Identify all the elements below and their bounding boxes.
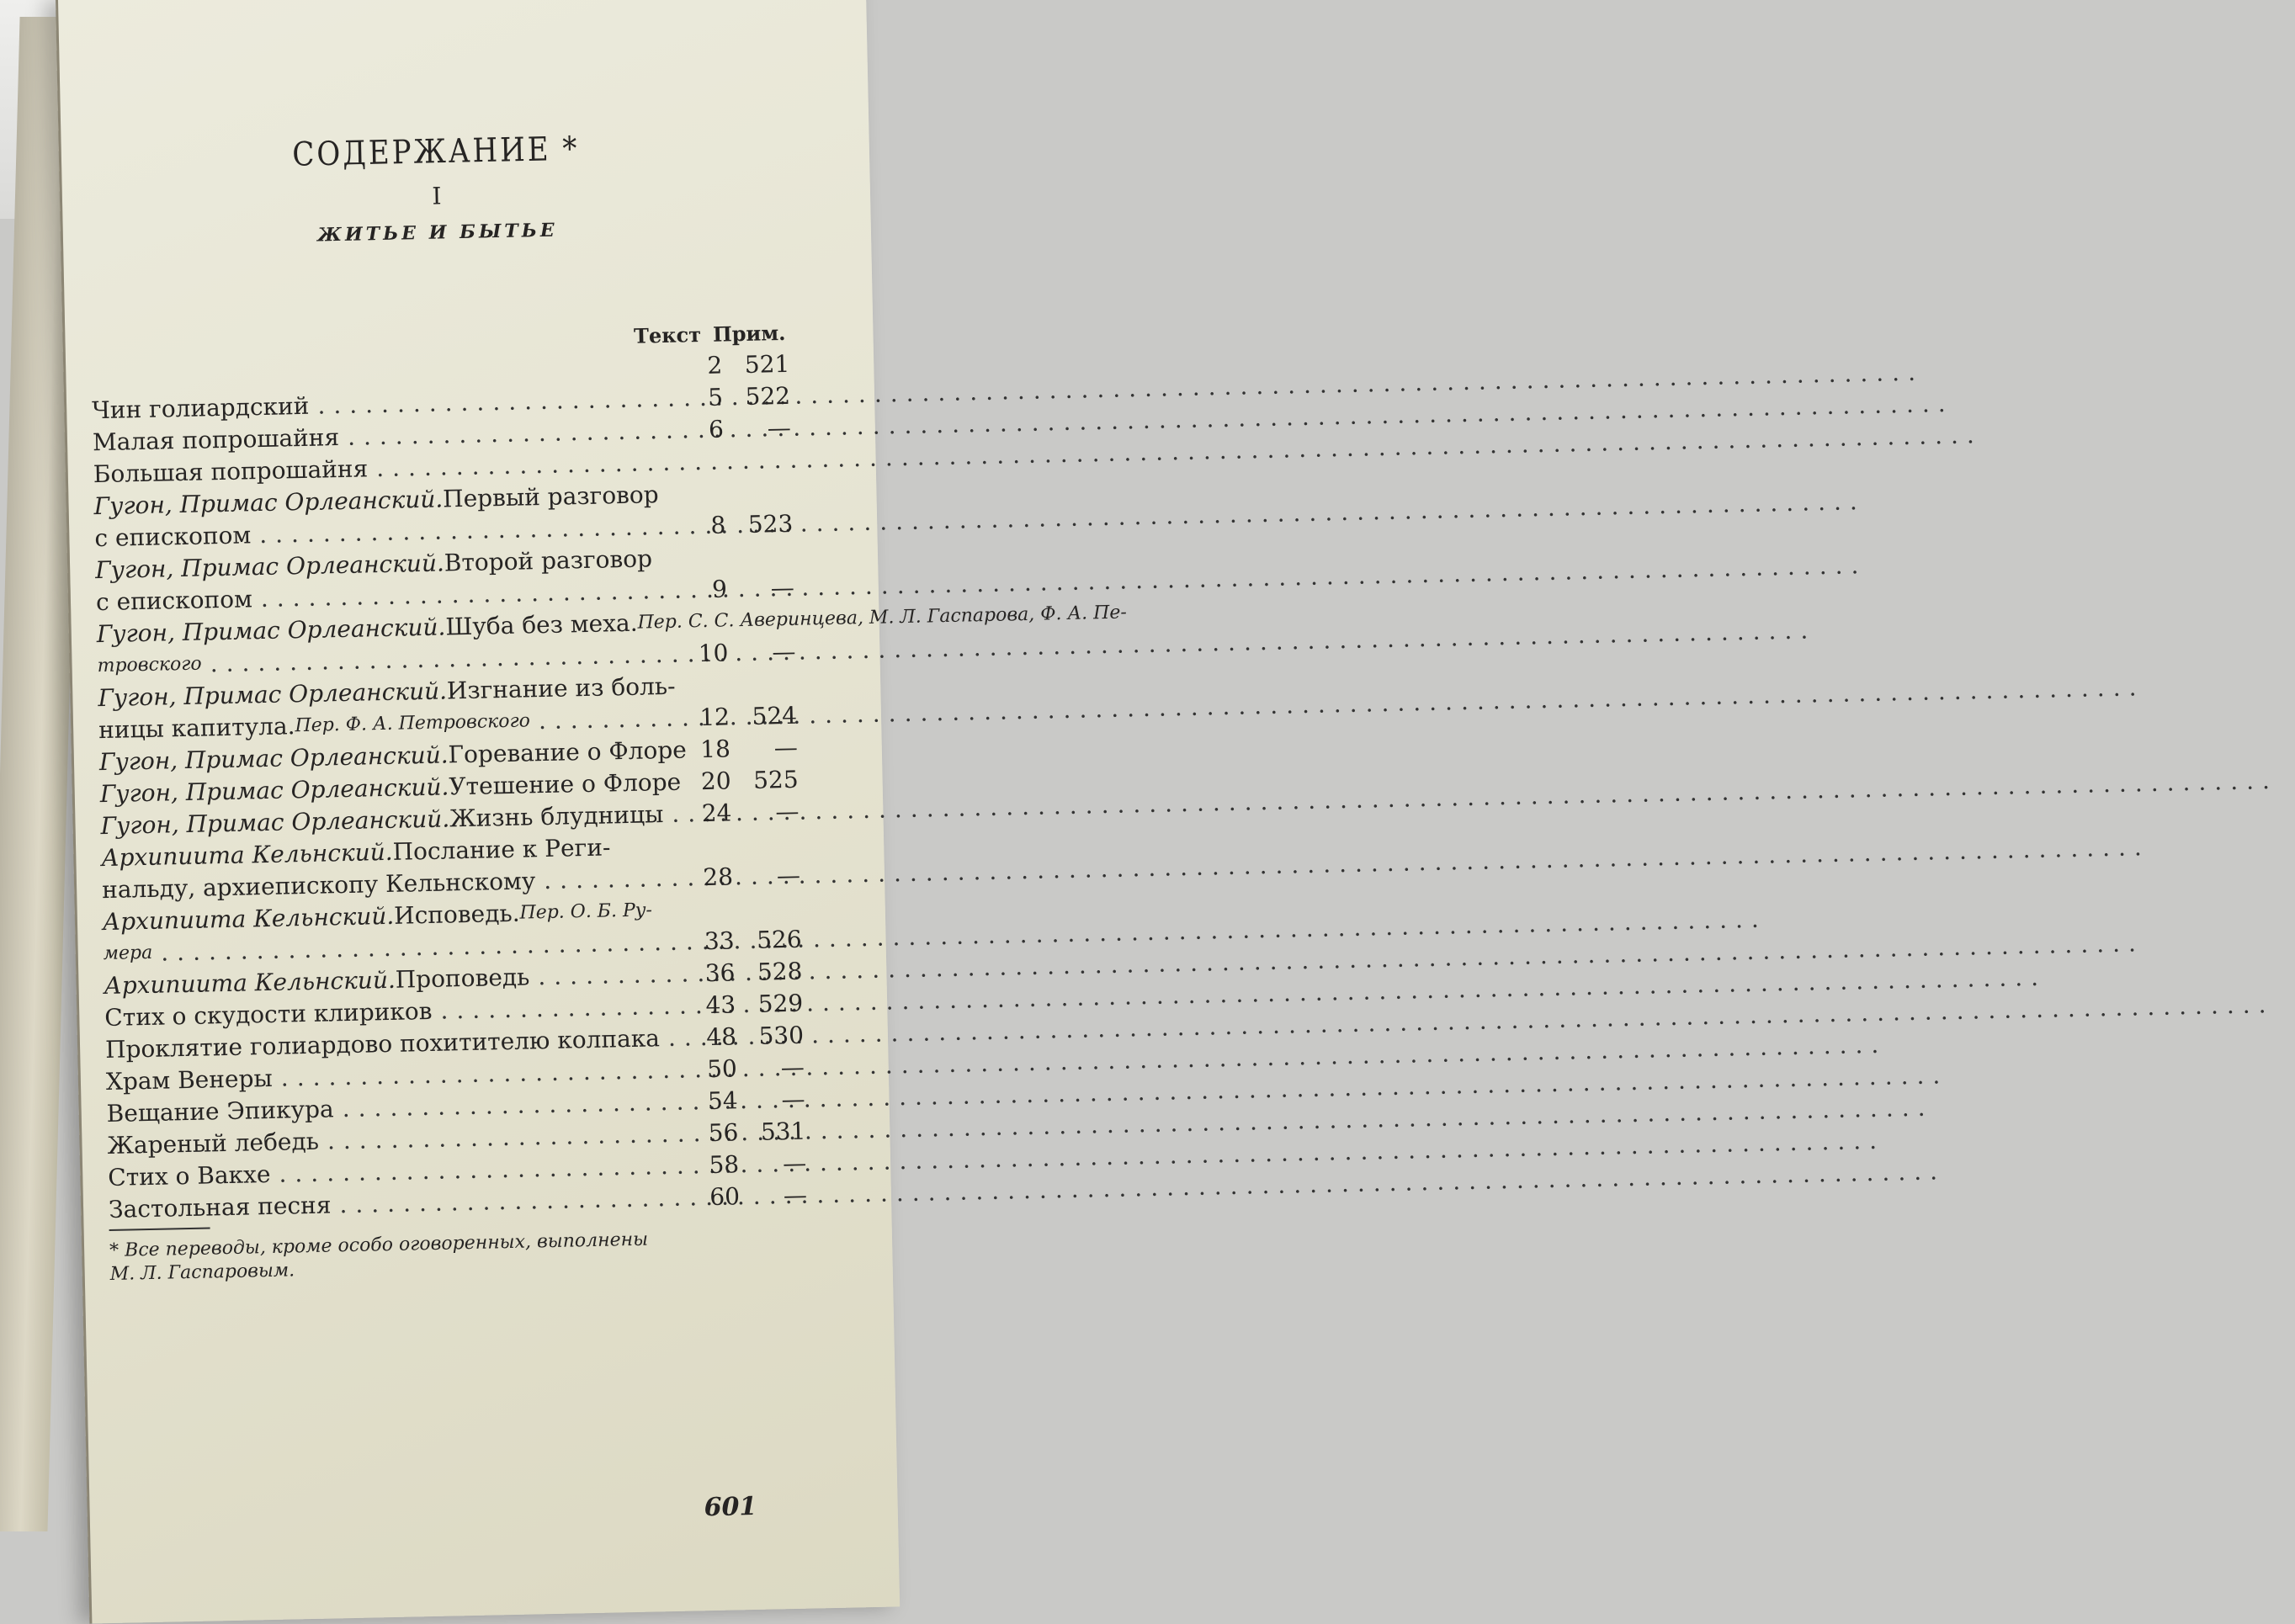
- entry-author: Гугон, Примас Орлеанский.: [94, 549, 445, 585]
- text-page: 18: [699, 735, 731, 764]
- dot-leader: [672, 765, 2278, 831]
- entry-text: [95, 543, 680, 619]
- note-page: —: [780, 1053, 805, 1082]
- entry-author: Гугон, Примас Орлеанский.: [99, 772, 449, 809]
- entry-text: [98, 671, 683, 747]
- text-page: 28: [703, 862, 734, 892]
- entry-title: Жизнь блудницы: [449, 800, 664, 833]
- entry-title: Исповедь.: [393, 899, 520, 930]
- footnote-rule: [109, 1227, 210, 1231]
- note-page: 525: [752, 765, 799, 794]
- entry-title: Утешение о Флоре: [449, 767, 682, 801]
- entry-title-cont: с епископом: [94, 521, 252, 553]
- text-page: 5: [707, 383, 724, 411]
- note-page: 530: [758, 1021, 805, 1050]
- entry-text: [103, 894, 688, 971]
- text-page: 48: [705, 1022, 737, 1052]
- text-page: 8: [710, 511, 726, 539]
- note-page: —: [773, 733, 799, 762]
- page-number: 601: [704, 1491, 757, 1523]
- page-title: СОДЕРЖАНИЕ *: [291, 130, 580, 175]
- text-page: 43: [705, 990, 736, 1020]
- note-page: 524: [752, 701, 798, 730]
- text-page: 54: [707, 1086, 738, 1116]
- footnote-text-1: Все переводы, кроме особо оговоренных, выполнены: [124, 1229, 649, 1261]
- entry-author: Архипиита Кельнский.: [102, 901, 395, 937]
- entry-title: Проклятие голиардово похитителю колпака: [104, 1024, 661, 1064]
- section-title: ЖИТЬЕ И БЫТЬЕ: [316, 219, 558, 247]
- entry-title-cont: ницы капитула.: [98, 712, 295, 745]
- text-page: 60: [709, 1182, 741, 1212]
- entry-text: [101, 831, 686, 907]
- entry-translator-cont: тровского: [97, 653, 202, 677]
- text-page: 24: [701, 799, 732, 828]
- text-page: 20: [700, 767, 731, 796]
- note-page: —: [776, 861, 801, 890]
- note-page: 531: [760, 1117, 806, 1146]
- entry-title-cont: нальду, архиепископу Кельнскому: [101, 867, 536, 905]
- entry-title: Храм Венеры: [105, 1064, 274, 1096]
- text-page: 50: [706, 1054, 738, 1084]
- text-page: 33: [704, 926, 735, 956]
- note-page: —: [781, 1085, 805, 1114]
- entry-title: Жареный лебедь: [107, 1127, 320, 1160]
- entry-title: Шуба без меха.: [445, 608, 638, 641]
- toc-list: [91, 380, 1128, 1226]
- entry-title: Изгнание из боль-: [446, 671, 676, 705]
- entry-text: [93, 479, 678, 555]
- entry-title-cont: с епископом: [95, 585, 253, 617]
- entry-translator: Пер. С. С. Аверинцева, М. Л. Гаспарова, Ф. А. Пе-: [637, 602, 1128, 634]
- text-page: 12: [699, 703, 730, 732]
- column-header-text: Текст: [633, 322, 702, 348]
- note-page: 522: [745, 381, 791, 411]
- note-page: 528: [757, 957, 803, 986]
- entry-title: Проповедь: [395, 963, 530, 994]
- entry-author: Гугон, Примас Орлеанский.: [96, 613, 446, 649]
- text-page: 2: [707, 351, 723, 379]
- entry-author: Гугон, Примас Орлеанский.: [93, 485, 444, 521]
- entry-author: Гугон, Примас Орлеанский.: [98, 740, 449, 777]
- entry-title: Послание к Реги-: [392, 833, 611, 866]
- entry-title: Стих о Вакхе: [107, 1160, 271, 1191]
- entry-author: Архипиита Кельнский.: [101, 837, 393, 873]
- text-page: 10: [698, 639, 729, 668]
- note-page: —: [767, 413, 792, 443]
- page-content: [87, 128, 1128, 1523]
- entry-title: Застольная песня: [108, 1191, 332, 1223]
- entry-title: Малая попрошайня: [92, 423, 340, 457]
- entry-title: Стих о скудости клириков: [104, 996, 433, 1032]
- note-page: 523: [747, 509, 794, 539]
- text-page: 36: [704, 958, 736, 988]
- footnote-marker: *: [109, 1239, 120, 1261]
- book-page: [56, 0, 1128, 1624]
- text-page: 58: [709, 1150, 740, 1180]
- entry-title: Первый разговор: [442, 480, 659, 513]
- note-page: 526: [756, 925, 802, 954]
- column-header-notes: Прим.: [712, 320, 786, 347]
- entry-translator: Пер. Ф. А. Петровского: [295, 710, 531, 737]
- section-number: I: [432, 182, 442, 210]
- note-page: —: [782, 1149, 807, 1178]
- entry-author: Гугон, Примас Орлеанский.: [98, 677, 448, 713]
- entry-title: Второй разговор: [444, 544, 653, 577]
- text-page: 9: [711, 575, 728, 603]
- entry-translator: Пер. О. Б. Ру-: [519, 900, 653, 924]
- entry-title: Вещание Эпикура: [106, 1095, 335, 1128]
- text-page: 56: [708, 1118, 739, 1148]
- note-page: —: [770, 573, 795, 602]
- entry-title: Чин голиардский: [91, 391, 310, 425]
- entry-title: Горевание о Флоре: [448, 735, 688, 769]
- entry-author: Архипиита Кельнский.: [104, 965, 396, 1000]
- note-page: —: [772, 637, 796, 666]
- text-page: 6: [708, 415, 725, 443]
- note-page: 521: [744, 349, 790, 379]
- note-page: 529: [757, 989, 804, 1018]
- note-page: —: [775, 797, 800, 826]
- entry-author: Гугон, Примас Орлеанский.: [100, 804, 450, 841]
- note-page: —: [783, 1181, 808, 1210]
- entry-translator-cont: мера: [103, 942, 153, 965]
- footnote: [109, 1225, 809, 1287]
- footnote-line-2: М. Л. Гаспаровым.: [109, 1260, 295, 1285]
- entry-title: Большая попрошайня: [93, 454, 369, 489]
